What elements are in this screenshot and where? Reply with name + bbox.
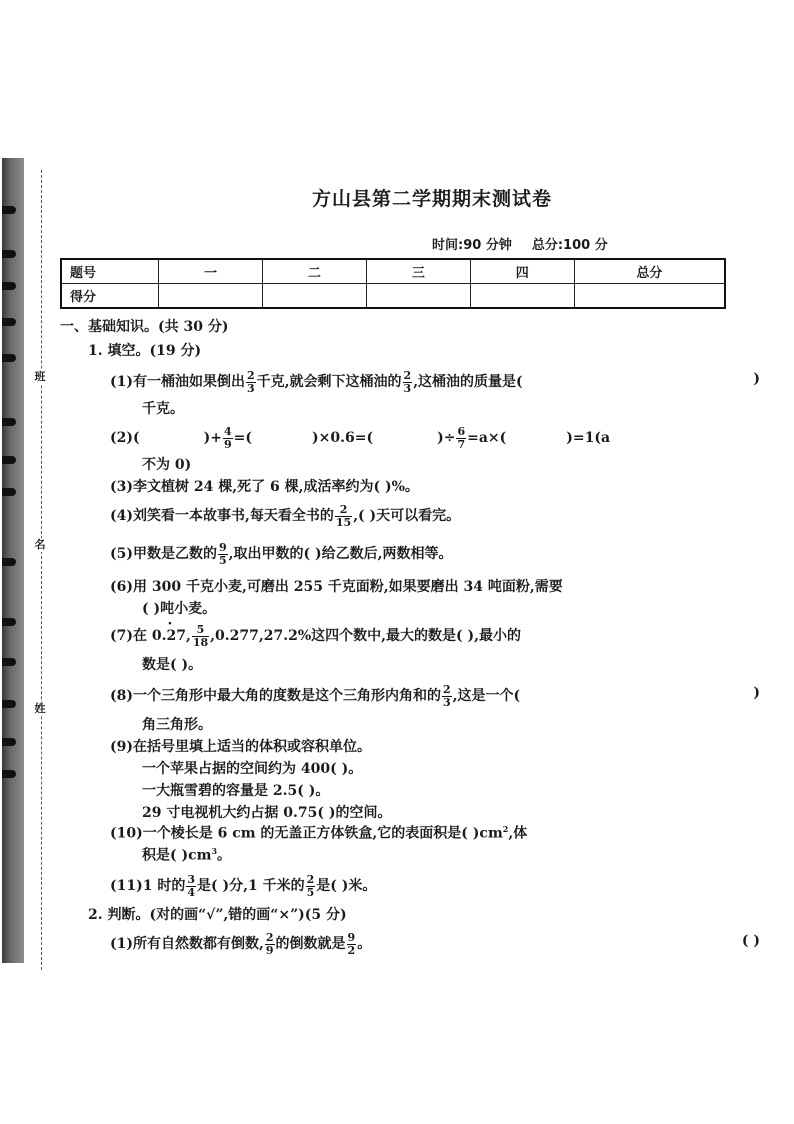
row-label: 得分 (61, 284, 159, 309)
margin-label-surname: 姓 (34, 702, 46, 715)
header-cell: 二 (262, 259, 366, 284)
exam-meta (432, 234, 608, 253)
fraction: $\frac{2}{3}$ (403, 369, 412, 395)
fraction: $\frac{9}{2}$ (347, 931, 356, 957)
question-item: (6)用 300 千克小麦,可磨出 255 千克面粉,如果要磨出 34 吨面粉,需要 (110, 579, 563, 595)
fraction: $\frac{2}{3}$ (443, 683, 451, 709)
margin-label-class: 班 (34, 370, 46, 383)
question-item: (8)一个三角形中最大角的度数是这个三角形内角和的 $\frac{2}{3}$ ,这是一个( ) (110, 683, 760, 709)
fraction: $\frac{2}{15}$ (335, 503, 352, 529)
time-limit: 时间:90 分钟 (432, 238, 512, 253)
question-item: (2)( )+ $\frac{4}{9}$ =( )×0.6=( )÷ $\frac{6}{7}$ =a×( )=1(a (110, 425, 611, 451)
question-subline: 一个苹果占据的空间约为 400( )。 (142, 761, 363, 777)
fraction: $\frac{5}{18}$ (192, 623, 209, 649)
exam-title: 方山县第二学期期末测试卷 (311, 188, 552, 210)
question-item: (5)甲数是乙数的 $\frac{9}{5}$ ,取出甲数的( )给乙数后,两数相等。 (110, 541, 453, 567)
binding-notch (2, 488, 16, 496)
score-cell[interactable] (470, 284, 574, 309)
score-cell[interactable] (574, 284, 725, 309)
binding-notch (2, 700, 16, 708)
binding-strip (2, 158, 24, 963)
binding-notch (2, 354, 16, 362)
fraction: $\frac{4}{9}$ (223, 425, 232, 451)
fraction: $\frac{2}{5}$ (306, 873, 315, 899)
fraction: $\frac{2}{9}$ (265, 931, 274, 957)
fold-dashed-line (41, 170, 42, 970)
score-cell[interactable] (159, 284, 263, 309)
binding-notch (2, 318, 16, 326)
binding-notch (2, 282, 16, 290)
binding-notch (2, 558, 16, 566)
fraction: $\frac{2}{3}$ (247, 369, 255, 395)
question-continuation: 积是( )$cm^3$。 (142, 846, 232, 864)
binding-notch (2, 456, 16, 464)
score-cell[interactable] (262, 284, 366, 309)
answer-blank-end: ) (753, 685, 760, 701)
score-table (60, 258, 726, 309)
question-item: (9)在括号里填上适当的体积或容积单位。 (110, 739, 371, 755)
binding-notch (2, 738, 16, 746)
binding-notch (2, 250, 16, 258)
header-cell: 四 (470, 259, 574, 284)
question-item: (11)1 时的 $\frac{3}{4}$ 是( )分,1 千米的 $\frac{2}{5}$ 是( )米。 (110, 873, 377, 899)
score-table-header-row (61, 259, 725, 284)
binding-notch (2, 418, 16, 426)
question-continuation: 数是( )。 (142, 657, 203, 673)
question-subline: 一大瓶雪碧的容量是 2.5( )。 (142, 783, 330, 799)
header-cell: 一 (159, 259, 263, 284)
question-continuation: ( )吨小麦。 (142, 601, 217, 617)
header-cell: 题号 (61, 259, 159, 284)
question-title: 2. 判断。(对的画“√”,错的画“×”)(5 分) (88, 907, 347, 923)
total-score: 总分:100 分 (531, 238, 608, 253)
binding-notch (2, 770, 16, 778)
question-item: (4)刘笑看一本故事书,每天看全书的 $\frac{2}{15}$ ,( )天可以看完。 (110, 503, 461, 529)
margin-label-name: 名 (34, 538, 46, 551)
fraction: $\frac{9}{5}$ (219, 541, 227, 567)
question-item: (7)在 0.· 27, $\frac{5}{18}$ ,0.277,27.2%这四个数中,最大的数是( ),最小的 (110, 624, 521, 648)
question-continuation: 不为 0) (142, 457, 192, 473)
fraction: $\frac{6}{7}$ (457, 425, 466, 451)
repeating-decimal: · 27 (166, 627, 185, 646)
score-cell[interactable] (366, 284, 470, 309)
binding-notch (2, 618, 16, 626)
judgement-parentheses[interactable]: ( ) (741, 933, 760, 949)
question-item: (3)李文植树 24 棵,死了 6 棵,成活率约为( )%。 (110, 479, 419, 495)
question-title: 1. 填空。(19 分) (88, 343, 202, 359)
fraction: $\frac{3}{4}$ (187, 873, 196, 899)
question-subline: 29 寸电视机大约占据 0.75( )的空间。 (142, 805, 392, 821)
question-continuation: 角三角形。 (142, 717, 212, 733)
header-cell: 三 (366, 259, 470, 284)
section-title: 一、基础知识。(共 30 分) (60, 319, 229, 335)
binding-notch (2, 658, 16, 666)
question-item: (10)一个棱长是 6 cm 的无盖正方体铁盒,它的表面积是( )$cm^2$,体 (110, 824, 528, 842)
header-cell: 总分 (574, 259, 725, 284)
answer-blank-end: ) (753, 371, 760, 387)
score-table-score-row (61, 284, 725, 309)
question-item: (1)有一桶油如果倒出 $\frac{2}{3}$ 千克,就会剩下这桶油的 $\frac{2}{3}$ ,这桶油的质量是( ) (110, 369, 760, 395)
question-item: (1)所有自然数都有倒数, $\frac{2}{9}$ 的倒数就是 $\frac{9}{2}$ 。 ( ) (110, 931, 760, 957)
question-continuation: 千克。 (142, 401, 184, 417)
